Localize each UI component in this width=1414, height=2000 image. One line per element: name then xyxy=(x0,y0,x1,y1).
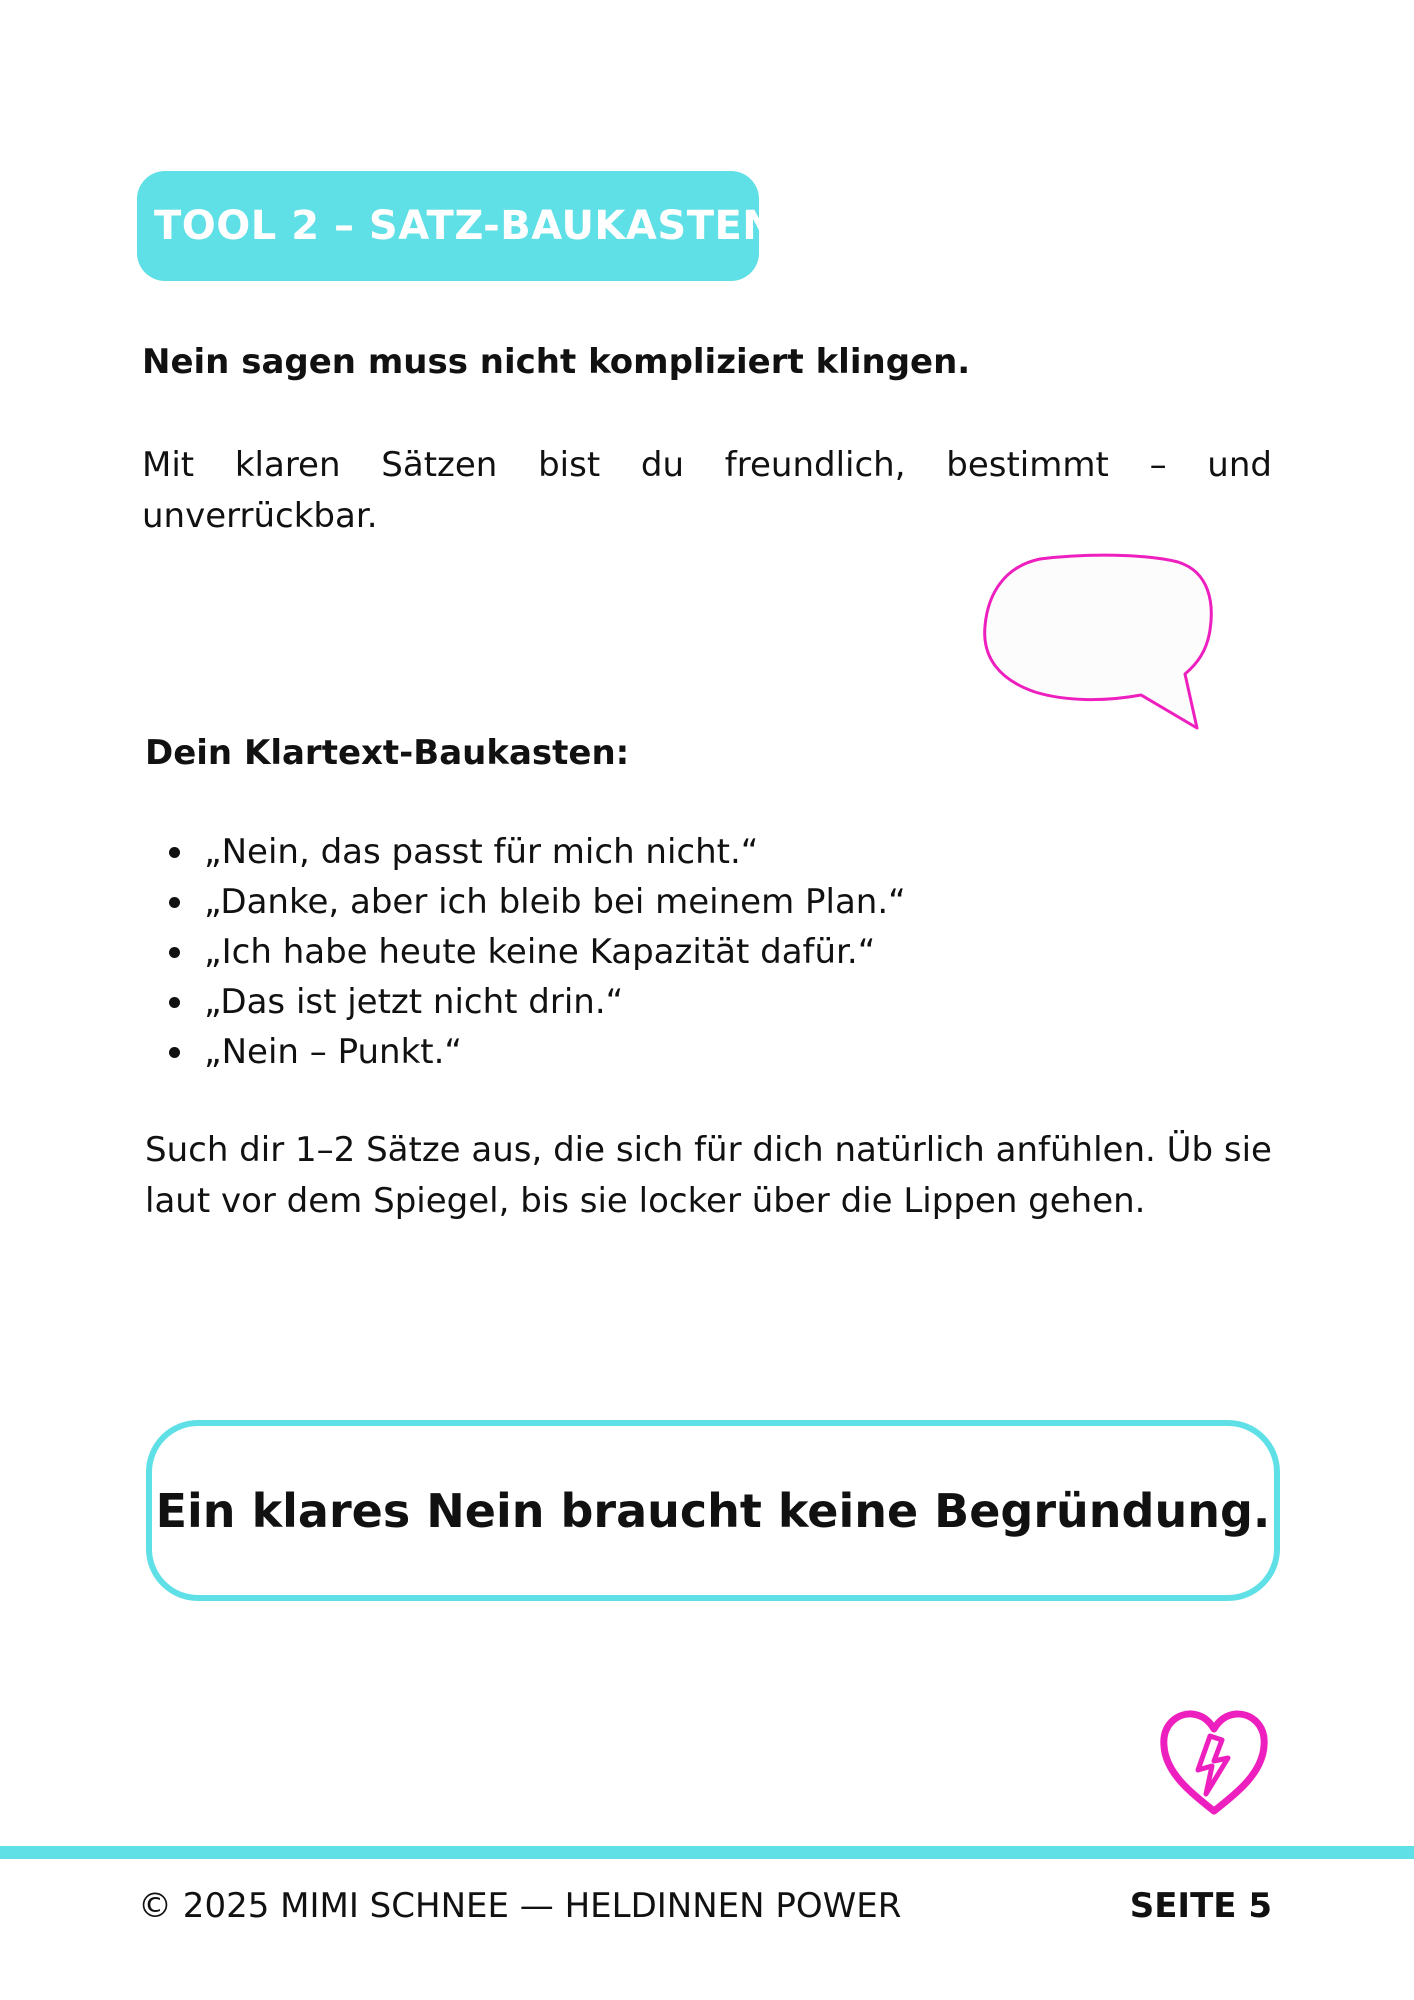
lightning-heart-icon xyxy=(1158,1708,1270,1818)
list-item: „Nein – Punkt.“ xyxy=(160,1027,906,1077)
page-number: SEITE 5 xyxy=(1129,1886,1272,1926)
phrase-list xyxy=(160,827,906,1077)
tool-badge xyxy=(137,171,777,281)
footer-copyright: © 2025 MIMI SCHNEE — HELDINNEN POWER xyxy=(138,1886,902,1926)
list-item: „Das ist jetzt nicht drin.“ xyxy=(160,977,906,1027)
speech-bubble-icon xyxy=(978,548,1218,734)
headline: Nein sagen muss nicht kompliziert klingen. xyxy=(142,342,971,382)
tool-badge-label: TOOL 2 – SATZ-BAUKASTEN xyxy=(154,203,777,249)
quote-text: Ein klares Nein braucht keine Begründung. xyxy=(155,1483,1271,1538)
advice-paragraph: Such dir 1–2 Sätze aus, die sich für dich natürlich anfühlen. Üb sie laut vor dem Spiegel, bis sie locker über die Lippen gehen. xyxy=(145,1130,1272,1221)
list-item: „Nein, das passt für mich nicht.“ xyxy=(160,827,906,877)
list-item: „Danke, aber ich bleib bei meinem Plan.“ xyxy=(160,877,906,927)
intro-paragraph: Mit klaren Sätzen bist du freundlich, bestimmt – und unverrückbar. xyxy=(142,445,1272,536)
list-item: „Ich habe heute keine Kapazität dafür.“ xyxy=(160,927,906,977)
quote-box xyxy=(146,1420,1280,1601)
section-title: Dein Klartext-Baukasten: xyxy=(145,733,630,773)
footer-rule xyxy=(0,1846,1414,1859)
